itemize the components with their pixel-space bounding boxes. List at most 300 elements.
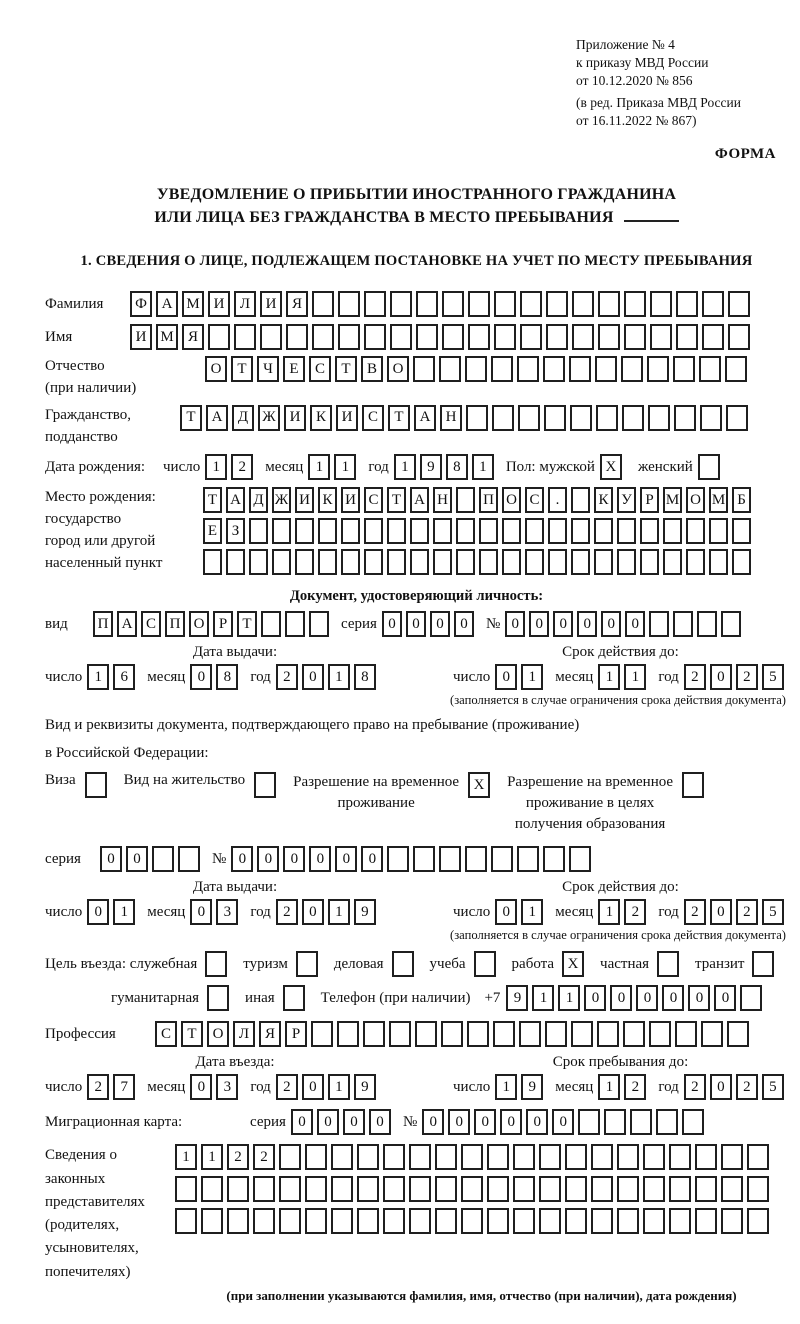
char-cell[interactable]: 0 <box>302 1074 324 1100</box>
char-cell[interactable] <box>387 846 409 872</box>
char-cell[interactable]: Ч <box>257 356 279 382</box>
char-cell[interactable] <box>649 611 669 637</box>
char-cell[interactable]: 2 <box>276 1074 298 1100</box>
char-cell[interactable]: 1 <box>598 664 620 690</box>
char-cell[interactable]: 1 <box>175 1144 197 1170</box>
char-cell[interactable]: Р <box>213 611 233 637</box>
doc-type-cells[interactable] <box>93 611 333 637</box>
char-cell[interactable] <box>234 324 256 350</box>
char-cell[interactable] <box>279 1176 301 1202</box>
char-cell[interactable]: И <box>295 487 314 513</box>
char-cell[interactable] <box>648 405 670 431</box>
char-cell[interactable]: З <box>226 518 245 544</box>
char-cell[interactable] <box>312 324 334 350</box>
char-cell[interactable] <box>390 291 412 317</box>
char-cell[interactable] <box>318 518 337 544</box>
char-cell[interactable] <box>565 1176 587 1202</box>
char-cell[interactable] <box>594 549 613 575</box>
char-cell[interactable] <box>675 1021 697 1047</box>
char-cell[interactable] <box>152 846 174 872</box>
char-cell[interactable] <box>226 549 245 575</box>
char-cell[interactable] <box>571 487 590 513</box>
char-cell[interactable] <box>409 1144 431 1170</box>
char-cell[interactable]: Т <box>231 356 253 382</box>
char-cell[interactable]: 0 <box>601 611 621 637</box>
char-cell[interactable] <box>413 846 435 872</box>
char-cell[interactable]: 1 <box>598 899 620 925</box>
permit-issue-month-cells[interactable] <box>190 899 242 925</box>
permit-number-cells[interactable] <box>231 846 595 872</box>
char-cell[interactable]: 0 <box>710 664 732 690</box>
char-cell[interactable]: X <box>468 772 490 798</box>
char-cell[interactable] <box>253 1208 275 1234</box>
char-cell[interactable]: Л <box>234 291 256 317</box>
char-cell[interactable] <box>517 356 539 382</box>
char-cell[interactable] <box>337 1021 359 1047</box>
char-cell[interactable] <box>435 1208 457 1234</box>
char-cell[interactable] <box>569 356 591 382</box>
patronymic-cells[interactable] <box>205 356 751 382</box>
char-cell[interactable] <box>650 291 672 317</box>
char-cell[interactable] <box>341 518 360 544</box>
permit-issue-year-cells[interactable] <box>276 899 380 925</box>
char-cell[interactable]: А <box>410 487 429 513</box>
char-cell[interactable]: Я <box>286 291 308 317</box>
char-cell[interactable]: 1 <box>521 664 543 690</box>
char-cell[interactable] <box>597 1021 619 1047</box>
char-cell[interactable]: Е <box>283 356 305 382</box>
char-cell[interactable] <box>578 1109 600 1135</box>
char-cell[interactable] <box>465 356 487 382</box>
char-cell[interactable]: Д <box>249 487 268 513</box>
char-cell[interactable] <box>643 1208 665 1234</box>
doc-number-cells[interactable] <box>505 611 745 637</box>
char-cell[interactable] <box>305 1208 327 1234</box>
char-cell[interactable]: 0 <box>302 899 324 925</box>
char-cell[interactable]: О <box>189 611 209 637</box>
char-cell[interactable] <box>520 291 542 317</box>
char-cell[interactable] <box>227 1208 249 1234</box>
birth-place-cells-row3[interactable] <box>203 549 755 575</box>
char-cell[interactable] <box>702 291 724 317</box>
char-cell[interactable]: 1 <box>334 454 356 480</box>
char-cell[interactable] <box>698 454 720 480</box>
char-cell[interactable] <box>465 846 487 872</box>
profession-cells[interactable] <box>155 1021 753 1047</box>
char-cell[interactable] <box>669 1176 691 1202</box>
char-cell[interactable] <box>732 549 751 575</box>
char-cell[interactable] <box>285 611 305 637</box>
doc-issue-month-cells[interactable] <box>190 664 242 690</box>
char-cell[interactable]: 1 <box>394 454 416 480</box>
permit-valid-year-cells[interactable] <box>684 899 788 925</box>
char-cell[interactable]: 0 <box>406 611 426 637</box>
char-cell[interactable]: С <box>362 405 384 431</box>
char-cell[interactable] <box>546 324 568 350</box>
permit-valid-month-cells[interactable] <box>598 899 650 925</box>
char-cell[interactable] <box>686 549 705 575</box>
char-cell[interactable]: X <box>600 454 622 480</box>
char-cell[interactable] <box>383 1144 405 1170</box>
char-cell[interactable] <box>435 1144 457 1170</box>
char-cell[interactable]: 3 <box>216 1074 238 1100</box>
char-cell[interactable] <box>456 487 475 513</box>
char-cell[interactable]: 0 <box>190 1074 212 1100</box>
char-cell[interactable]: 0 <box>190 899 212 925</box>
char-cell[interactable] <box>364 549 383 575</box>
char-cell[interactable] <box>617 1144 639 1170</box>
char-cell[interactable]: 0 <box>714 985 736 1011</box>
char-cell[interactable] <box>728 324 750 350</box>
purpose-other-checkbox[interactable] <box>283 985 309 1011</box>
char-cell[interactable] <box>474 951 496 977</box>
char-cell[interactable]: 1 <box>521 899 543 925</box>
char-cell[interactable] <box>682 1109 704 1135</box>
char-cell[interactable] <box>331 1176 353 1202</box>
char-cell[interactable] <box>676 324 698 350</box>
char-cell[interactable]: 3 <box>216 899 238 925</box>
char-cell[interactable] <box>491 846 513 872</box>
char-cell[interactable]: С <box>155 1021 177 1047</box>
char-cell[interactable] <box>364 324 386 350</box>
char-cell[interactable]: 0 <box>529 611 549 637</box>
char-cell[interactable] <box>721 611 741 637</box>
residence-permit-checkbox[interactable] <box>254 772 280 798</box>
char-cell[interactable] <box>439 846 461 872</box>
char-cell[interactable] <box>525 518 544 544</box>
char-cell[interactable]: Т <box>388 405 410 431</box>
char-cell[interactable] <box>468 291 490 317</box>
char-cell[interactable]: 1 <box>328 1074 350 1100</box>
char-cell[interactable]: Т <box>181 1021 203 1047</box>
char-cell[interactable] <box>752 951 774 977</box>
char-cell[interactable] <box>624 324 646 350</box>
char-cell[interactable] <box>544 405 566 431</box>
char-cell[interactable]: 0 <box>474 1109 496 1135</box>
char-cell[interactable]: 7 <box>113 1074 135 1100</box>
char-cell[interactable]: 0 <box>309 846 331 872</box>
char-cell[interactable]: Р <box>640 487 659 513</box>
sex-female-checkbox[interactable] <box>698 454 724 480</box>
char-cell[interactable]: 2 <box>684 899 706 925</box>
char-cell[interactable]: К <box>594 487 613 513</box>
char-cell[interactable] <box>543 356 565 382</box>
char-cell[interactable]: 1 <box>328 664 350 690</box>
char-cell[interactable] <box>591 1144 613 1170</box>
char-cell[interactable]: Д <box>232 405 254 431</box>
char-cell[interactable] <box>305 1144 327 1170</box>
char-cell[interactable] <box>657 951 679 977</box>
char-cell[interactable] <box>311 1021 333 1047</box>
char-cell[interactable]: И <box>130 324 152 350</box>
char-cell[interactable]: 2 <box>87 1074 109 1100</box>
char-cell[interactable] <box>513 1176 535 1202</box>
mig-series-cells[interactable] <box>291 1109 395 1135</box>
char-cell[interactable] <box>272 549 291 575</box>
char-cell[interactable] <box>650 324 672 350</box>
char-cell[interactable] <box>643 1176 665 1202</box>
char-cell[interactable] <box>415 1021 437 1047</box>
char-cell[interactable] <box>279 1144 301 1170</box>
char-cell[interactable] <box>747 1176 769 1202</box>
char-cell[interactable] <box>623 1021 645 1047</box>
char-cell[interactable]: П <box>479 487 498 513</box>
char-cell[interactable] <box>709 549 728 575</box>
char-cell[interactable] <box>341 549 360 575</box>
char-cell[interactable]: 9 <box>521 1074 543 1100</box>
char-cell[interactable]: 0 <box>526 1109 548 1135</box>
char-cell[interactable] <box>520 324 542 350</box>
purpose-service-checkbox[interactable] <box>205 951 231 977</box>
char-cell[interactable] <box>695 1208 717 1234</box>
char-cell[interactable] <box>305 1176 327 1202</box>
char-cell[interactable] <box>669 1144 691 1170</box>
char-cell[interactable]: 0 <box>382 611 402 637</box>
char-cell[interactable]: 0 <box>625 611 645 637</box>
char-cell[interactable] <box>413 356 435 382</box>
char-cell[interactable] <box>461 1208 483 1234</box>
char-cell[interactable]: 0 <box>454 611 474 637</box>
char-cell[interactable] <box>416 291 438 317</box>
char-cell[interactable] <box>594 518 613 544</box>
char-cell[interactable]: 0 <box>577 611 597 637</box>
char-cell[interactable]: Р <box>285 1021 307 1047</box>
char-cell[interactable]: Ж <box>258 405 280 431</box>
char-cell[interactable] <box>410 518 429 544</box>
char-cell[interactable] <box>338 291 360 317</box>
char-cell[interactable] <box>513 1144 535 1170</box>
char-cell[interactable]: 1 <box>472 454 494 480</box>
char-cell[interactable] <box>624 291 646 317</box>
temp-residence-edu-checkbox[interactable] <box>682 772 708 798</box>
char-cell[interactable] <box>493 1021 515 1047</box>
char-cell[interactable] <box>630 1109 652 1135</box>
char-cell[interactable]: 1 <box>87 664 109 690</box>
char-cell[interactable]: 0 <box>231 846 253 872</box>
char-cell[interactable]: 0 <box>291 1109 313 1135</box>
char-cell[interactable] <box>565 1144 587 1170</box>
visa-checkbox[interactable] <box>85 772 111 798</box>
char-cell[interactable] <box>546 291 568 317</box>
char-cell[interactable] <box>697 611 717 637</box>
char-cell[interactable]: 0 <box>257 846 279 872</box>
char-cell[interactable] <box>363 1021 385 1047</box>
char-cell[interactable]: 0 <box>710 1074 732 1100</box>
char-cell[interactable] <box>357 1144 379 1170</box>
char-cell[interactable]: И <box>341 487 360 513</box>
char-cell[interactable] <box>539 1176 561 1202</box>
char-cell[interactable] <box>674 405 696 431</box>
char-cell[interactable]: 0 <box>361 846 383 872</box>
char-cell[interactable] <box>227 1176 249 1202</box>
char-cell[interactable]: Т <box>203 487 222 513</box>
char-cell[interactable] <box>682 772 704 798</box>
char-cell[interactable]: 0 <box>317 1109 339 1135</box>
char-cell[interactable] <box>518 405 540 431</box>
char-cell[interactable]: М <box>182 291 204 317</box>
char-cell[interactable] <box>364 291 386 317</box>
char-cell[interactable] <box>387 518 406 544</box>
temp-residence-checkbox[interactable] <box>468 772 494 798</box>
char-cell[interactable]: 2 <box>276 664 298 690</box>
char-cell[interactable]: 0 <box>335 846 357 872</box>
purpose-work-checkbox[interactable] <box>562 951 588 977</box>
char-cell[interactable]: Л <box>233 1021 255 1047</box>
char-cell[interactable] <box>617 1176 639 1202</box>
char-cell[interactable]: И <box>260 291 282 317</box>
char-cell[interactable]: И <box>208 291 230 317</box>
char-cell[interactable] <box>456 549 475 575</box>
char-cell[interactable] <box>312 291 334 317</box>
char-cell[interactable] <box>416 324 438 350</box>
char-cell[interactable] <box>309 611 329 637</box>
char-cell[interactable]: 0 <box>610 985 632 1011</box>
name-cells[interactable] <box>130 324 754 350</box>
char-cell[interactable] <box>721 1144 743 1170</box>
char-cell[interactable] <box>357 1176 379 1202</box>
char-cell[interactable] <box>699 356 721 382</box>
char-cell[interactable]: 8 <box>446 454 468 480</box>
char-cell[interactable]: 0 <box>495 899 517 925</box>
char-cell[interactable] <box>296 951 318 977</box>
char-cell[interactable] <box>565 1208 587 1234</box>
char-cell[interactable]: 1 <box>113 899 135 925</box>
char-cell[interactable]: 2 <box>253 1144 275 1170</box>
char-cell[interactable]: Я <box>182 324 204 350</box>
char-cell[interactable] <box>572 324 594 350</box>
char-cell[interactable] <box>272 518 291 544</box>
representatives-cells-row3[interactable] <box>175 1208 773 1234</box>
char-cell[interactable]: 1 <box>328 899 350 925</box>
char-cell[interactable]: 1 <box>205 454 227 480</box>
char-cell[interactable] <box>491 356 513 382</box>
char-cell[interactable]: С <box>309 356 331 382</box>
char-cell[interactable] <box>494 324 516 350</box>
char-cell[interactable] <box>572 291 594 317</box>
birth-place-cells-row2[interactable] <box>203 518 755 544</box>
char-cell[interactable]: О <box>686 487 705 513</box>
char-cell[interactable]: 5 <box>762 664 784 690</box>
char-cell[interactable]: И <box>284 405 306 431</box>
purpose-private-checkbox[interactable] <box>657 951 683 977</box>
char-cell[interactable]: 0 <box>495 664 517 690</box>
char-cell[interactable] <box>726 405 748 431</box>
purpose-humanitarian-checkbox[interactable] <box>207 985 233 1011</box>
char-cell[interactable]: 1 <box>624 664 646 690</box>
char-cell[interactable]: С <box>364 487 383 513</box>
char-cell[interactable] <box>725 356 747 382</box>
char-cell[interactable] <box>545 1021 567 1047</box>
char-cell[interactable] <box>261 611 281 637</box>
char-cell[interactable]: Ф <box>130 291 152 317</box>
char-cell[interactable] <box>543 846 565 872</box>
char-cell[interactable]: 0 <box>552 1109 574 1135</box>
char-cell[interactable]: 1 <box>308 454 330 480</box>
char-cell[interactable] <box>571 518 590 544</box>
char-cell[interactable] <box>513 1208 535 1234</box>
char-cell[interactable]: 9 <box>506 985 528 1011</box>
char-cell[interactable] <box>640 518 659 544</box>
char-cell[interactable]: 2 <box>624 1074 646 1100</box>
char-cell[interactable]: 1 <box>532 985 554 1011</box>
permit-series-cells[interactable] <box>100 846 204 872</box>
char-cell[interactable] <box>728 291 750 317</box>
char-cell[interactable]: 2 <box>684 1074 706 1100</box>
char-cell[interactable]: А <box>156 291 178 317</box>
char-cell[interactable]: 1 <box>495 1074 517 1100</box>
char-cell[interactable]: 5 <box>762 1074 784 1100</box>
char-cell[interactable] <box>392 951 414 977</box>
char-cell[interactable] <box>676 291 698 317</box>
char-cell[interactable]: X <box>562 951 584 977</box>
char-cell[interactable] <box>456 518 475 544</box>
char-cell[interactable] <box>389 1021 411 1047</box>
doc-valid-day-cells[interactable] <box>495 664 547 690</box>
char-cell[interactable]: 0 <box>553 611 573 637</box>
stay-year-cells[interactable] <box>684 1074 788 1100</box>
permit-issue-day-cells[interactable] <box>87 899 139 925</box>
char-cell[interactable]: А <box>226 487 245 513</box>
char-cell[interactable] <box>591 1208 613 1234</box>
char-cell[interactable] <box>647 356 669 382</box>
char-cell[interactable]: В <box>361 356 383 382</box>
char-cell[interactable] <box>747 1208 769 1234</box>
char-cell[interactable]: П <box>93 611 113 637</box>
char-cell[interactable]: А <box>414 405 436 431</box>
char-cell[interactable] <box>208 324 230 350</box>
birth-year-cells[interactable] <box>394 454 498 480</box>
char-cell[interactable]: Н <box>433 487 452 513</box>
char-cell[interactable] <box>254 772 276 798</box>
char-cell[interactable] <box>727 1021 749 1047</box>
char-cell[interactable] <box>617 518 636 544</box>
char-cell[interactable] <box>201 1176 223 1202</box>
char-cell[interactable] <box>260 324 282 350</box>
char-cell[interactable] <box>203 549 222 575</box>
char-cell[interactable]: Т <box>335 356 357 382</box>
char-cell[interactable]: Т <box>180 405 202 431</box>
char-cell[interactable]: 0 <box>190 664 212 690</box>
char-cell[interactable] <box>643 1144 665 1170</box>
char-cell[interactable]: К <box>310 405 332 431</box>
char-cell[interactable] <box>253 1176 275 1202</box>
char-cell[interactable] <box>709 518 728 544</box>
char-cell[interactable] <box>383 1176 405 1202</box>
char-cell[interactable] <box>669 1208 691 1234</box>
char-cell[interactable] <box>279 1208 301 1234</box>
char-cell[interactable]: 2 <box>736 664 758 690</box>
char-cell[interactable] <box>357 1208 379 1234</box>
char-cell[interactable] <box>479 549 498 575</box>
char-cell[interactable]: А <box>117 611 137 637</box>
char-cell[interactable]: 9 <box>354 899 376 925</box>
char-cell[interactable] <box>205 951 227 977</box>
char-cell[interactable]: 2 <box>624 899 646 925</box>
char-cell[interactable] <box>695 1144 717 1170</box>
char-cell[interactable]: 1 <box>598 1074 620 1100</box>
char-cell[interactable] <box>494 291 516 317</box>
char-cell[interactable] <box>598 291 620 317</box>
char-cell[interactable]: 2 <box>231 454 253 480</box>
char-cell[interactable]: 0 <box>448 1109 470 1135</box>
representatives-cells-row1[interactable] <box>175 1144 773 1170</box>
char-cell[interactable]: 2 <box>276 899 298 925</box>
representatives-cells-row2[interactable] <box>175 1176 773 1202</box>
char-cell[interactable] <box>461 1144 483 1170</box>
char-cell[interactable] <box>571 549 590 575</box>
char-cell[interactable] <box>663 549 682 575</box>
char-cell[interactable] <box>390 324 412 350</box>
